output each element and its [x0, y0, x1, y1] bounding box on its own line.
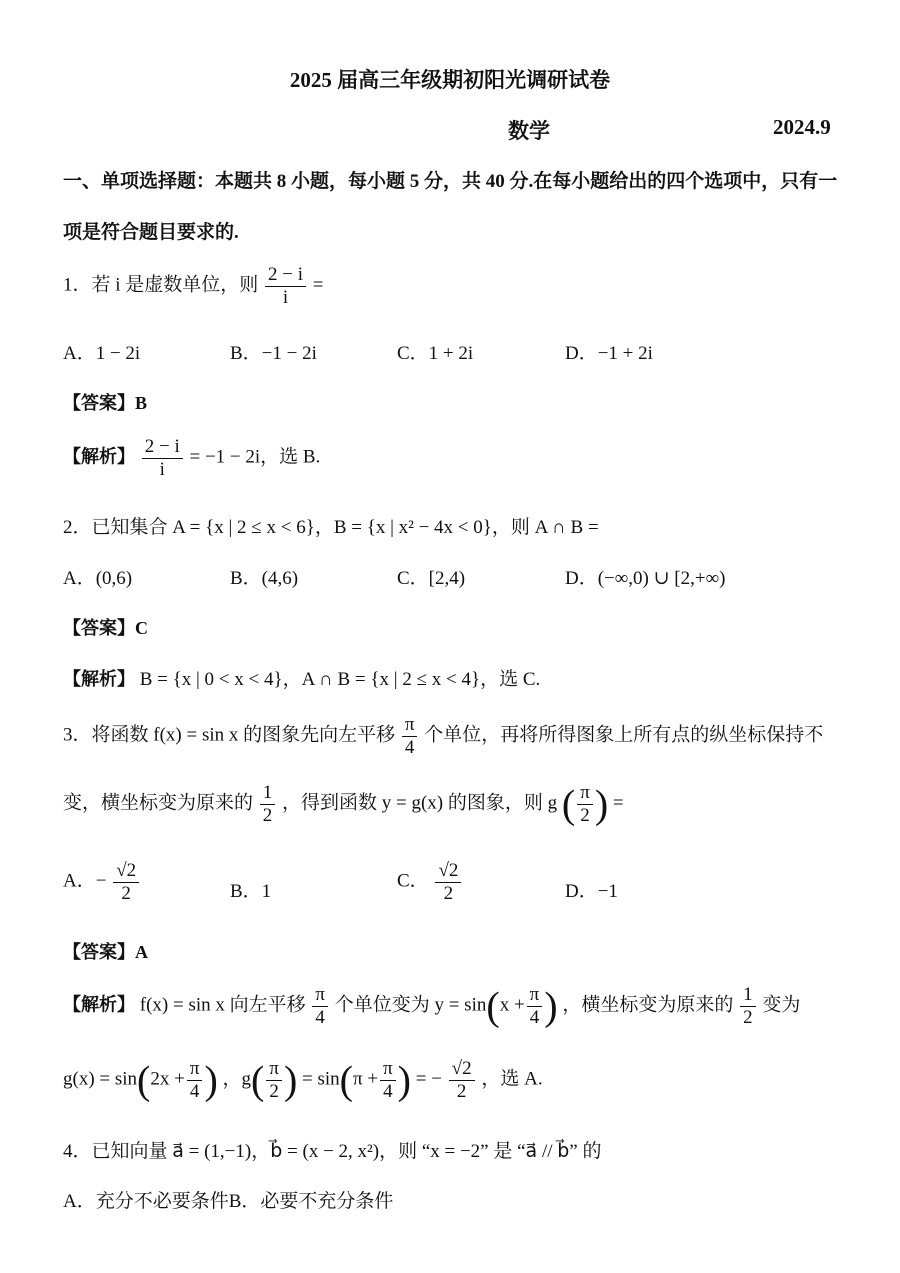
q3-shift-den: 4 — [404, 736, 415, 758]
q3-an1-c: ，横坐标变为原来的 — [562, 994, 734, 1016]
q1-analysis-rest: = −1 − 2i，选 B. — [189, 446, 321, 468]
question-4-stem: 4．已知向量 a⃗ = (1,−1)，b⃗ = (x − 2, x²)，则 “x = −2” 是 “a⃗ // b⃗” 的 — [63, 1141, 602, 1162]
left-paren: ( — [561, 781, 576, 827]
q3-an1-fraction — [312, 984, 328, 1029]
q3-shift-num: π — [402, 714, 418, 737]
q3-an1-inner: x + — [499, 994, 525, 1016]
analysis-label: 【解析】 — [63, 446, 135, 467]
q3-analysis-line2 — [63, 1058, 543, 1103]
q3-an1-num: π — [312, 984, 328, 1007]
q1-stem-prefix: 1．若 i 是虚数单位，则 — [63, 274, 259, 296]
q1-option-b: B．−1 − 2i — [230, 343, 317, 364]
q2-option-b: B．(4,6) — [230, 568, 299, 589]
q3-an1-b: 个单位变为 y = sin — [334, 994, 487, 1016]
q3-an2-result-fraction — [449, 1058, 475, 1103]
question-3-stem-line1 — [63, 714, 823, 759]
q3-an2-arg-den: 2 — [269, 1080, 279, 1102]
q3-an1-half-num: 1 — [740, 984, 756, 1007]
q2-analysis — [63, 664, 540, 691]
q3-line2-b: ，得到函数 y = g(x) 的图象，则 g — [282, 792, 558, 814]
q1-option-a: A．1 − 2i — [63, 343, 141, 364]
q3-option-c-num: √2 — [435, 860, 461, 883]
q3-option-a — [63, 860, 141, 905]
answer-label: 【答案】 — [63, 942, 135, 962]
right-paren: ) — [544, 983, 558, 1029]
q3-option-c-label: C． — [397, 870, 429, 892]
section1-heading-line1: 一、单项选择题：本题共 8 小题，每小题 5 分，共 40 分.在每小题给出的四个选项中，只有一 — [63, 171, 838, 192]
q3-an1-half-den: 2 — [743, 1006, 753, 1028]
q3-an2-c: = sin — [302, 1068, 340, 1090]
q3-line1-a: 3．将函数 f(x) = sin x 的图象先向左平移 — [63, 724, 396, 746]
q1-answer — [63, 389, 147, 415]
q3-scale-fraction — [260, 782, 276, 827]
q3-an1-inner-den: 4 — [529, 1006, 540, 1028]
q3-line2-a: 变，横坐标变为原来的 — [63, 792, 254, 814]
right-paren: ) — [397, 1057, 411, 1103]
q3-arg-num: π — [577, 782, 593, 805]
q3-option-d: D．−1 — [565, 881, 618, 902]
q3-option-c-fraction — [435, 860, 461, 905]
question-1-stem — [63, 264, 324, 309]
right-paren: ) — [594, 781, 609, 827]
left-paren: ( — [486, 983, 500, 1029]
q3-answer — [63, 938, 148, 964]
q1-stem-suffix: = — [312, 274, 324, 296]
right-paren: ) — [204, 1057, 218, 1103]
q3-option-c-den: 2 — [443, 882, 454, 904]
q2-answer-value: C — [135, 618, 148, 638]
q3-line1-b: 个单位，再将所得图象上所有点的纵坐标保持不 — [424, 724, 824, 746]
exam-date: 2024.9 — [773, 115, 831, 139]
q3-an2-arg-fraction — [266, 1058, 282, 1103]
q3-an2-result-num: √2 — [449, 1058, 475, 1081]
q1-option-d: D．−1 + 2i — [565, 343, 653, 364]
q3-arg-den: 2 — [580, 804, 590, 826]
q3-an1-d: 变为 — [762, 994, 801, 1016]
q3-an2-d: = − — [415, 1068, 442, 1090]
q2-option-a: A．(0,6) — [63, 568, 133, 589]
answer-label: 【答案】 — [63, 618, 135, 638]
q3-arg-fraction — [577, 782, 593, 827]
q3-an2-inner2-den: 4 — [383, 1080, 393, 1102]
q3-an1-a: f(x) = sin x 向左平移 — [139, 994, 306, 1016]
q3-line2-c: = — [612, 792, 624, 814]
q3-an1-inner-fraction — [527, 984, 543, 1029]
q3-an2-inner-num: π — [187, 1058, 203, 1081]
q3-an2-inner2-fraction — [380, 1058, 396, 1103]
q3-an2-b: ，g — [222, 1068, 252, 1090]
q3-an2-e: ，选 A. — [481, 1068, 543, 1090]
q3-an2-a: g(x) = sin — [63, 1068, 138, 1090]
q2-answer — [63, 614, 148, 640]
q1-frac-den: i — [282, 286, 289, 308]
q3-an1-inner-num: π — [527, 984, 543, 1007]
q3-an2-inner2-num: π — [380, 1058, 396, 1081]
q1-frac-num: 2 − i — [265, 264, 306, 287]
q1-analysis-num: 2 − i — [142, 436, 183, 459]
q1-analysis — [63, 436, 320, 481]
analysis-label: 【解析】 — [63, 994, 135, 1015]
right-paren: ) — [283, 1057, 298, 1103]
q1-fraction — [265, 264, 306, 309]
q1-answer-value: B — [135, 393, 148, 413]
q3-an2-inner2: π + — [353, 1068, 379, 1090]
subject-label: 数学 — [508, 119, 550, 143]
q2-analysis-text: B = {x | 0 < x < 4}，A ∩ B = {x | 2 ≤ x < 4}，选 C. — [139, 669, 541, 690]
section1-heading-line2: 项是符合题目要求的. — [63, 222, 239, 243]
q3-an1-half-fraction — [740, 984, 756, 1029]
q1-analysis-fraction — [142, 436, 183, 481]
q3-option-b: B．1 — [230, 881, 272, 902]
q3-analysis-line1 — [63, 984, 800, 1029]
q3-option-a-den: 2 — [121, 882, 131, 904]
q3-option-a-label: A．− — [63, 870, 107, 892]
analysis-label: 【解析】 — [63, 669, 135, 689]
q4-options-line: A．充分不必要条件B．必要不充分条件 — [63, 1191, 394, 1212]
q3-an2-arg-num: π — [266, 1058, 282, 1081]
q3-scale-den: 2 — [262, 804, 273, 826]
paper-title: 2025 届高三年级期初阳光调研试卷 — [289, 68, 611, 92]
q3-an1-den: 4 — [315, 1006, 325, 1028]
q1-analysis-den: i — [159, 458, 165, 480]
q3-option-c — [397, 860, 463, 905]
q1-option-c: C．1 + 2i — [397, 343, 474, 364]
q2-option-d: D．(−∞,0) ∪ [2,+∞) — [565, 568, 726, 589]
q2-option-c: C．[2,4) — [397, 568, 466, 589]
answer-label: 【答案】 — [63, 393, 135, 413]
q3-shift-fraction — [402, 714, 418, 759]
left-paren: ( — [137, 1057, 151, 1103]
left-paren: ( — [339, 1057, 353, 1103]
q3-scale-num: 1 — [260, 782, 276, 805]
question-2-stem: 2．已知集合 A = {x | 2 ≤ x < 6}，B = {x | x² − 4x < 0}，则 A ∩ B = — [63, 517, 599, 538]
q3-option-a-fraction — [113, 860, 139, 905]
left-paren: ( — [251, 1057, 265, 1103]
q3-an2-result-den: 2 — [456, 1080, 467, 1102]
q3-answer-value: A — [135, 942, 148, 962]
q3-an2-inner-den: 4 — [189, 1080, 200, 1102]
question-3-stem-line2 — [63, 782, 624, 827]
q3-an2-inner-fraction — [187, 1058, 203, 1103]
q3-option-a-num: √2 — [113, 860, 139, 883]
q3-an2-inner: 2x + — [150, 1068, 185, 1090]
